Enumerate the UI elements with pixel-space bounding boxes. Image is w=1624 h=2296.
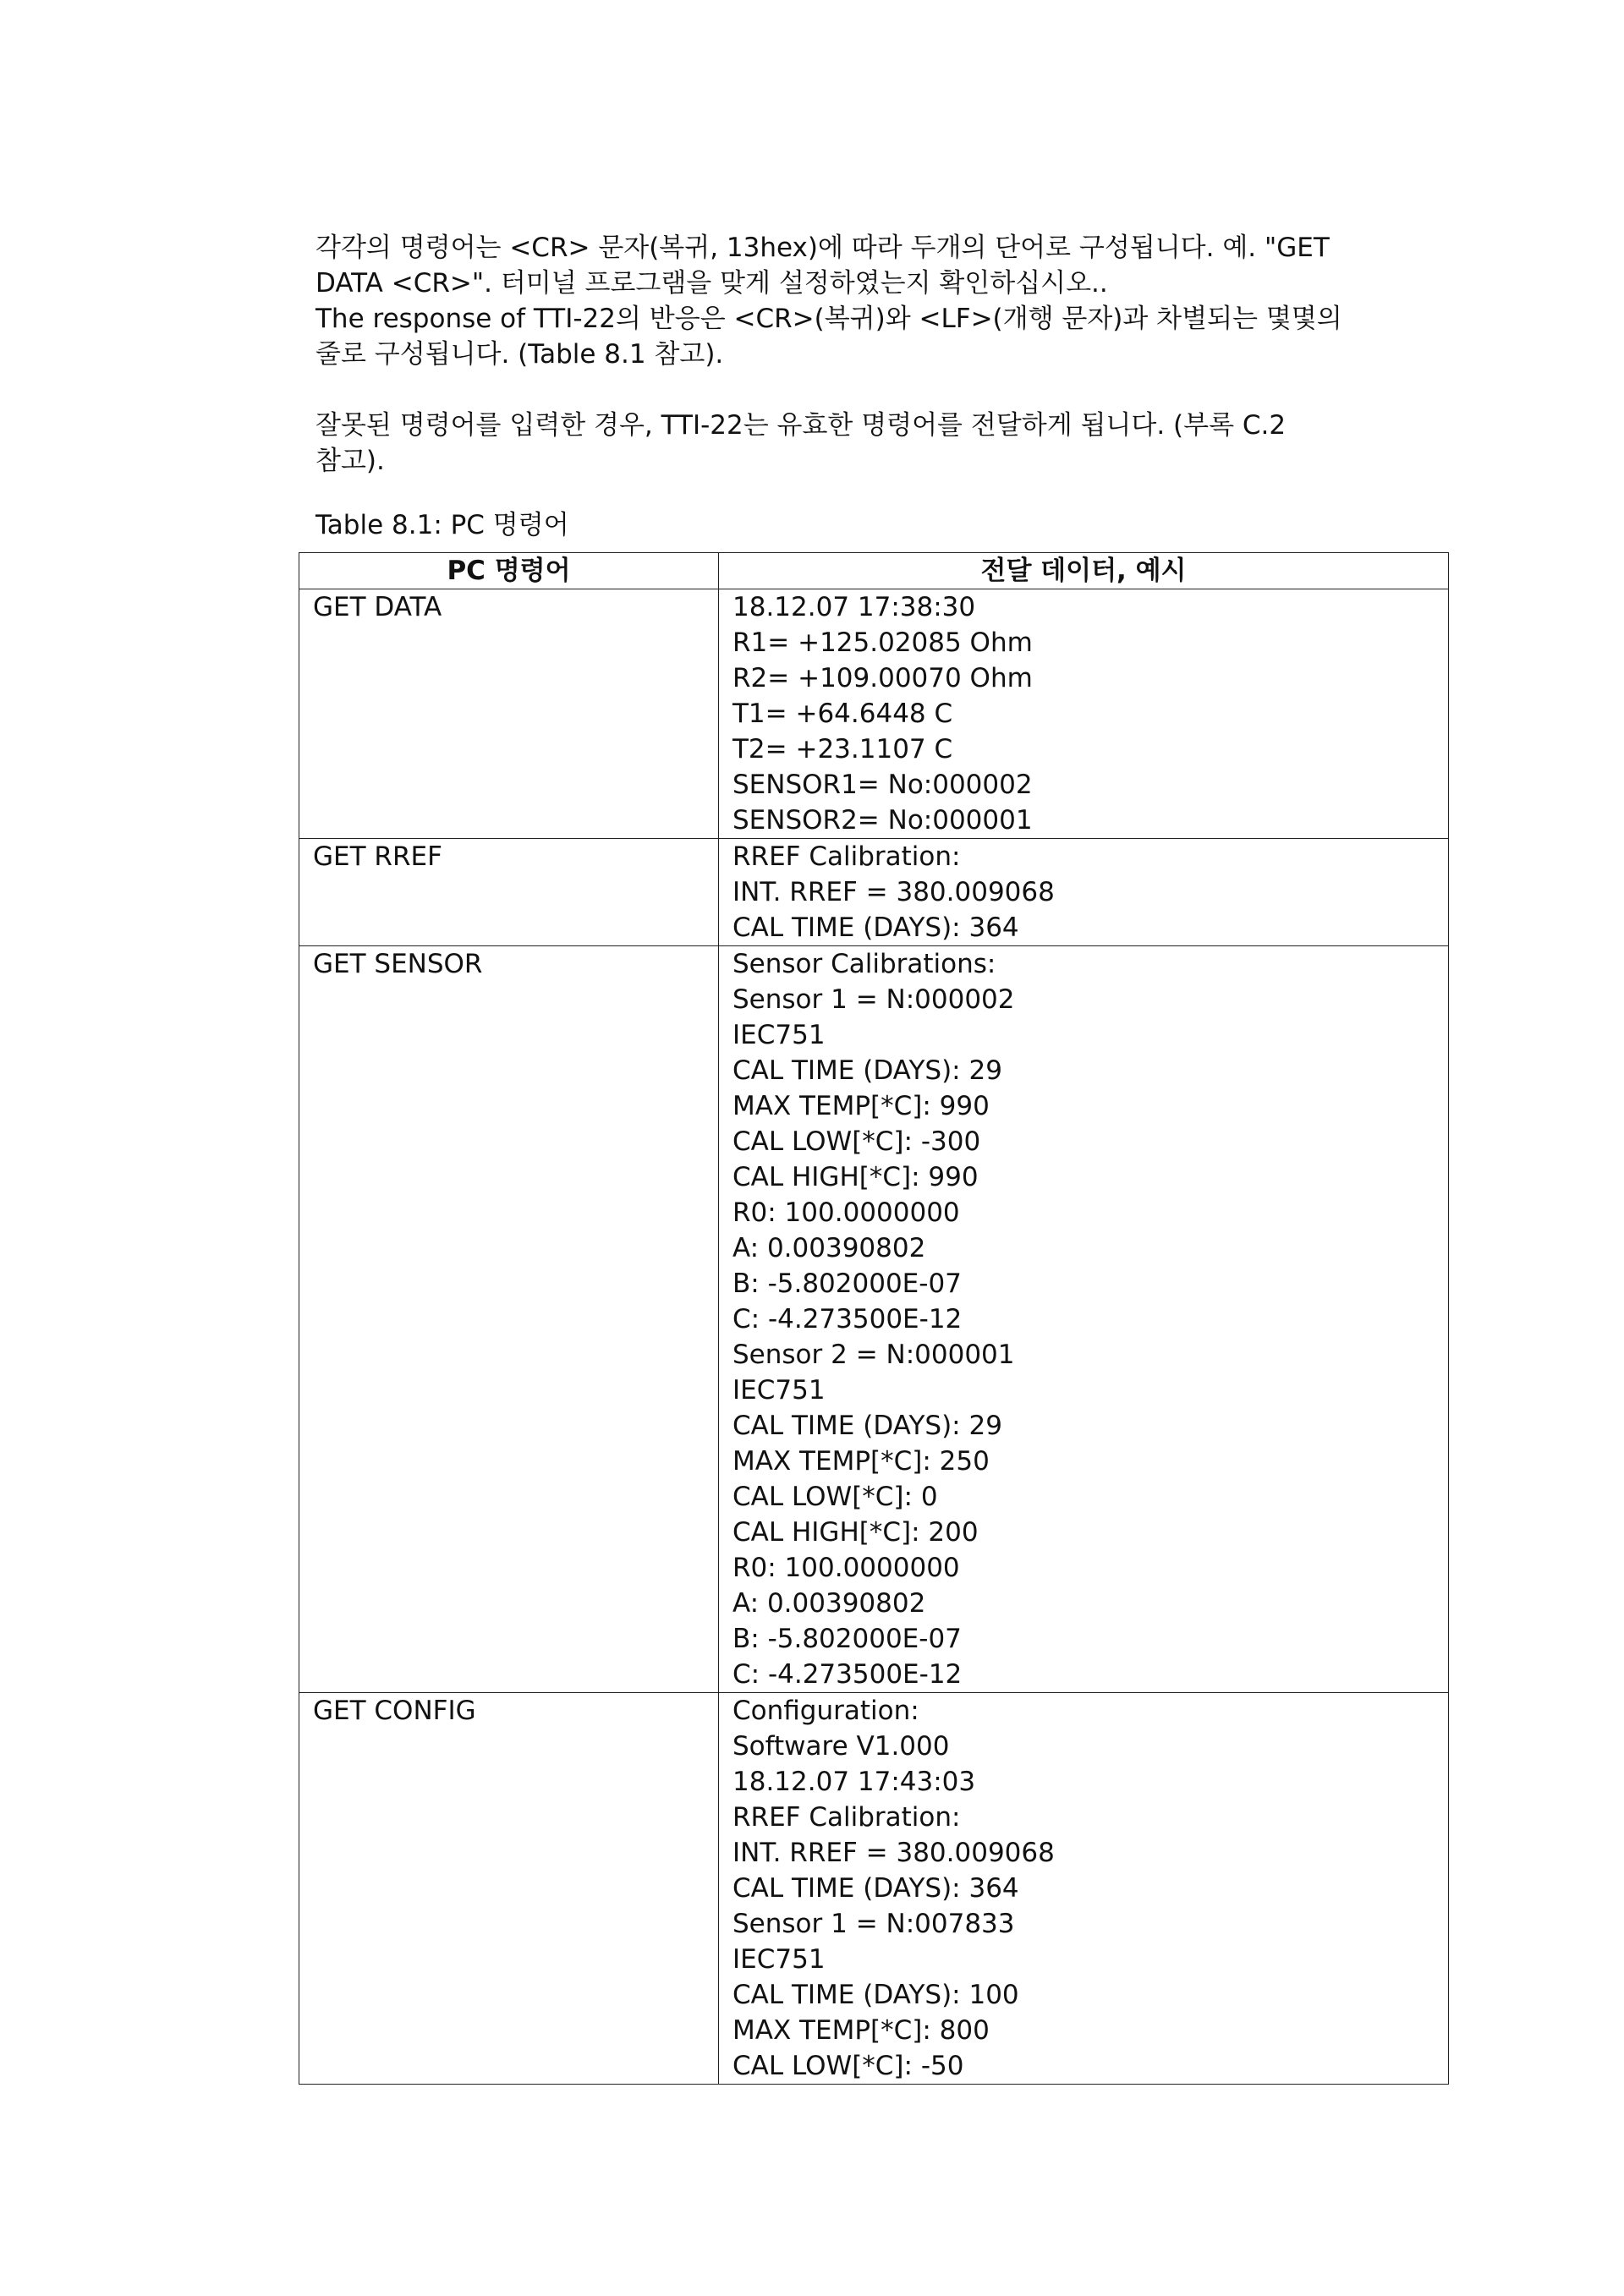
data-line: CAL TIME (DAYS): 364 <box>732 912 1019 943</box>
data-line: T1= +64.6448 C <box>732 699 953 729</box>
data-line: Sensor 2 = N:000001 <box>732 1340 1015 1370</box>
command-text: GET CONFIG <box>313 1696 476 1726</box>
intro-line: 줄로 구성됩니다. (Table 8.1 참고). <box>315 339 724 370</box>
document-page <box>315 230 1457 543</box>
data-line: R0: 100.0000000 <box>732 1553 960 1583</box>
data-line: INT. RREF = 380.009068 <box>732 877 1055 907</box>
intro-line: DATA <CR>". 터미널 프로그램을 맞게 설정하였는지 확인하십시오.. <box>315 268 1108 299</box>
command-cell <box>299 589 719 839</box>
table-header-row <box>299 553 1449 589</box>
data-line: 18.12.07 17:38:30 <box>732 592 976 622</box>
command-text: GET DATA <box>313 592 442 622</box>
intro-line: 잘못된 명령어를 입력한 경우, TTI-22는 유효한 명령어를 전달하게 됩니다. (부록 C.2 <box>315 410 1287 441</box>
data-line: R1= +125.02085 Ohm <box>732 627 1033 658</box>
data-line: T2= +23.1107 C <box>732 734 953 764</box>
data-line: CAL TIME (DAYS): 100 <box>732 1980 1019 2010</box>
header-pc-command: PC 명령어 <box>299 553 719 589</box>
data-line: CAL HIGH[*C]: 990 <box>732 1162 979 1192</box>
data-cell <box>719 946 1449 1693</box>
data-line: R0: 100.0000000 <box>732 1197 960 1228</box>
intro-line: 각각의 명령어는 <CR> 문자(복귀, 13hex)에 따라 두개의 단어로 구성됩니다. 예. "GET <box>315 233 1330 263</box>
intro-line: The response of TTI-22의 반응은 <CR>(복귀)와 <LF>(개행 문자)과 차별되는 몇몇의 <box>315 304 1342 334</box>
data-line: MAX TEMP[*C]: 250 <box>732 1446 990 1477</box>
data-line: CAL TIME (DAYS): 29 <box>732 1411 1002 1441</box>
table-body <box>299 589 1449 2085</box>
command-cell <box>299 946 719 1693</box>
data-line: A: 0.00390802 <box>732 1588 926 1619</box>
data-line: SENSOR1= No:000002 <box>732 770 1033 800</box>
command-cell <box>299 839 719 946</box>
data-line: IEC751 <box>732 1944 826 1975</box>
intro-line: 참고). <box>315 446 385 476</box>
data-line: CAL LOW[*C]: -300 <box>732 1126 981 1157</box>
data-line: MAX TEMP[*C]: 800 <box>732 2015 990 2046</box>
table-caption: Table 8.1: PC 명령어 <box>315 510 569 540</box>
data-line: C: -4.273500E-12 <box>732 1659 963 1690</box>
data-line: RREF Calibration: <box>732 841 961 872</box>
data-line: MAX TEMP[*C]: 990 <box>732 1091 990 1121</box>
data-line: Sensor Calibrations: <box>732 949 996 979</box>
data-line: A: 0.00390802 <box>732 1233 926 1263</box>
data-cell <box>719 589 1449 839</box>
data-line: Sensor 1 = N:007833 <box>732 1909 1015 1939</box>
data-line: INT. RREF = 380.009068 <box>732 1838 1055 1868</box>
data-cell <box>719 1693 1449 2085</box>
data-line: Configuration: <box>732 1696 919 1726</box>
header-returned-data: 전달 데이터, 예시 <box>719 553 1449 589</box>
data-line: IEC751 <box>732 1020 826 1050</box>
table-row <box>299 589 1449 839</box>
table-row <box>299 1693 1449 2085</box>
intro-paragraph-1 <box>315 230 1457 372</box>
data-cell <box>719 839 1449 946</box>
table-row <box>299 946 1449 1693</box>
table-row <box>299 839 1449 946</box>
data-line: B: -5.802000E-07 <box>732 1624 962 1654</box>
command-cell <box>299 1693 719 2085</box>
data-line: CAL HIGH[*C]: 200 <box>732 1517 979 1548</box>
data-line: Software V1.000 <box>732 1731 950 1762</box>
data-line: RREF Calibration: <box>732 1802 961 1833</box>
command-text: GET SENSOR <box>313 949 483 979</box>
intro-paragraph-2 <box>315 408 1457 479</box>
data-line: R2= +109.00070 Ohm <box>732 663 1033 693</box>
data-line: C: -4.273500E-12 <box>732 1304 963 1334</box>
data-line: CAL TIME (DAYS): 364 <box>732 1873 1019 1904</box>
command-text: GET RREF <box>313 841 442 872</box>
data-line: IEC751 <box>732 1375 826 1406</box>
data-line: CAL TIME (DAYS): 29 <box>732 1055 1002 1086</box>
paragraph-gap <box>315 372 1457 408</box>
pc-command-table <box>299 552 1449 2085</box>
data-line: CAL LOW[*C]: -50 <box>732 2051 964 2081</box>
data-line: SENSOR2= No:000001 <box>732 805 1033 836</box>
data-line: B: -5.802000E-07 <box>732 1269 962 1299</box>
data-line: CAL LOW[*C]: 0 <box>732 1482 938 1512</box>
data-line: Sensor 1 = N:000002 <box>732 984 1015 1015</box>
data-line: 18.12.07 17:43:03 <box>732 1767 976 1797</box>
